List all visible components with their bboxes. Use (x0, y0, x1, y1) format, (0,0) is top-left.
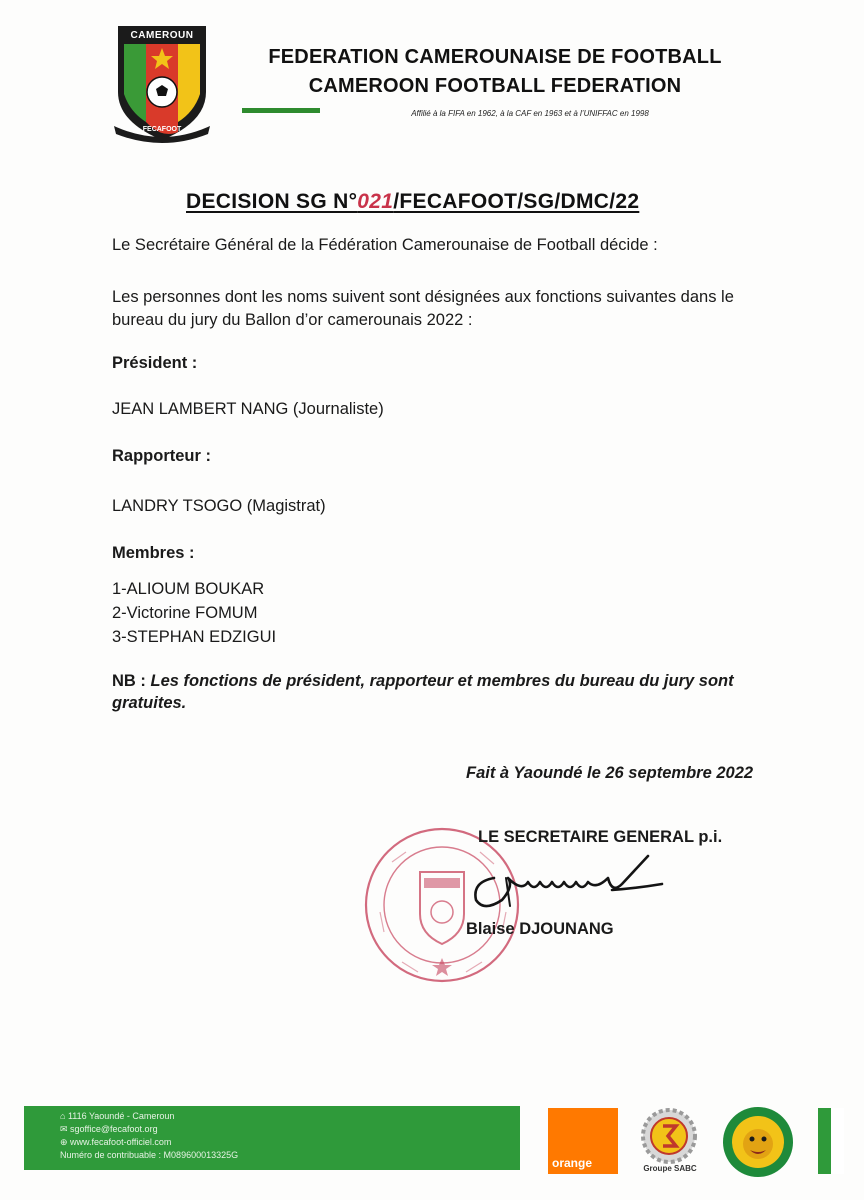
signatory-name: Blaise DJOUNANG (466, 920, 614, 938)
federation-name-fr: FEDERATION CAMEROUNAISE DE FOOTBALL (268, 46, 722, 68)
federation-name-en: CAMEROON FOOTBALL FEDERATION (308, 75, 682, 97)
lion-emblem-icon (722, 1106, 794, 1178)
president-label: Président : (112, 354, 198, 372)
nb-label: NB : (112, 672, 146, 690)
sabc-sponsor-logo (636, 1106, 702, 1172)
logo-bottom-text: FECAFOOT (142, 126, 182, 133)
members-label: Membres : (112, 544, 195, 562)
mail-icon: ✉ (60, 1124, 71, 1134)
rapporteur-name: LANDRY TSOGO (Magistrat) (112, 497, 326, 515)
place-date: Fait à Yaoundé le 26 septembre 2022 (466, 764, 754, 782)
decision-title (186, 190, 706, 214)
orange-sponsor-label: orange (552, 1156, 593, 1170)
title-number: 021 (357, 190, 394, 213)
cameroon-flag (818, 1108, 844, 1174)
signatory-title: LE SECRETAIRE GENERAL p.i. (478, 828, 723, 846)
member-item: 2-Victorine FOMUM (112, 604, 258, 622)
member-item: 3-STEPHAN EDZIGUI (112, 628, 277, 646)
rapporteur-label: Rapporteur : (112, 447, 211, 465)
footer-email[interactable]: ✉ sgoffice@fecafoot.org (60, 1124, 158, 1134)
footer-tax-number: Numéro de contribuable : M089600013325G (60, 1150, 239, 1160)
handwritten-signature (462, 848, 672, 918)
globe-icon: ⊕ (60, 1137, 71, 1147)
logo-top-text: CAMEROUN (130, 30, 194, 41)
footer-website[interactable]: ⊕ www.fecafoot-officiel.com (60, 1137, 172, 1147)
designation-paragraph: Les personnes dont les noms suivent sont désignées aux fonctions suivantes dans le bureau du jury du Ballon d’or camerounais 2022 : (112, 288, 734, 329)
intro-text: Le Secrétaire Général de la Fédération Camerounaise de Football décide : (112, 236, 658, 254)
footer-address: ⌂ 1116 Yaoundé - Cameroun (60, 1111, 175, 1121)
sabc-sponsor-label: Groupe SABC (643, 1164, 697, 1173)
nb-note (112, 670, 752, 714)
member-item: 1-ALIOUM BOUKAR (112, 580, 265, 598)
title-suffix: /FECAFOOT/SG/DMC/22 (393, 190, 640, 213)
location-icon: ⌂ (60, 1111, 68, 1121)
title-prefix: DECISION SG N° (186, 190, 358, 213)
affiliation-line: Affilié à la FIFA en 1962, à la CAF en 1963 et à l’UNIFFAC en 1998 (320, 108, 740, 120)
nb-text: Les fonctions de président, rapporteur et membres du bureau du jury sont gratuites. (112, 672, 734, 712)
president-name: JEAN LAMBERT NANG (Journaliste) (112, 400, 384, 418)
